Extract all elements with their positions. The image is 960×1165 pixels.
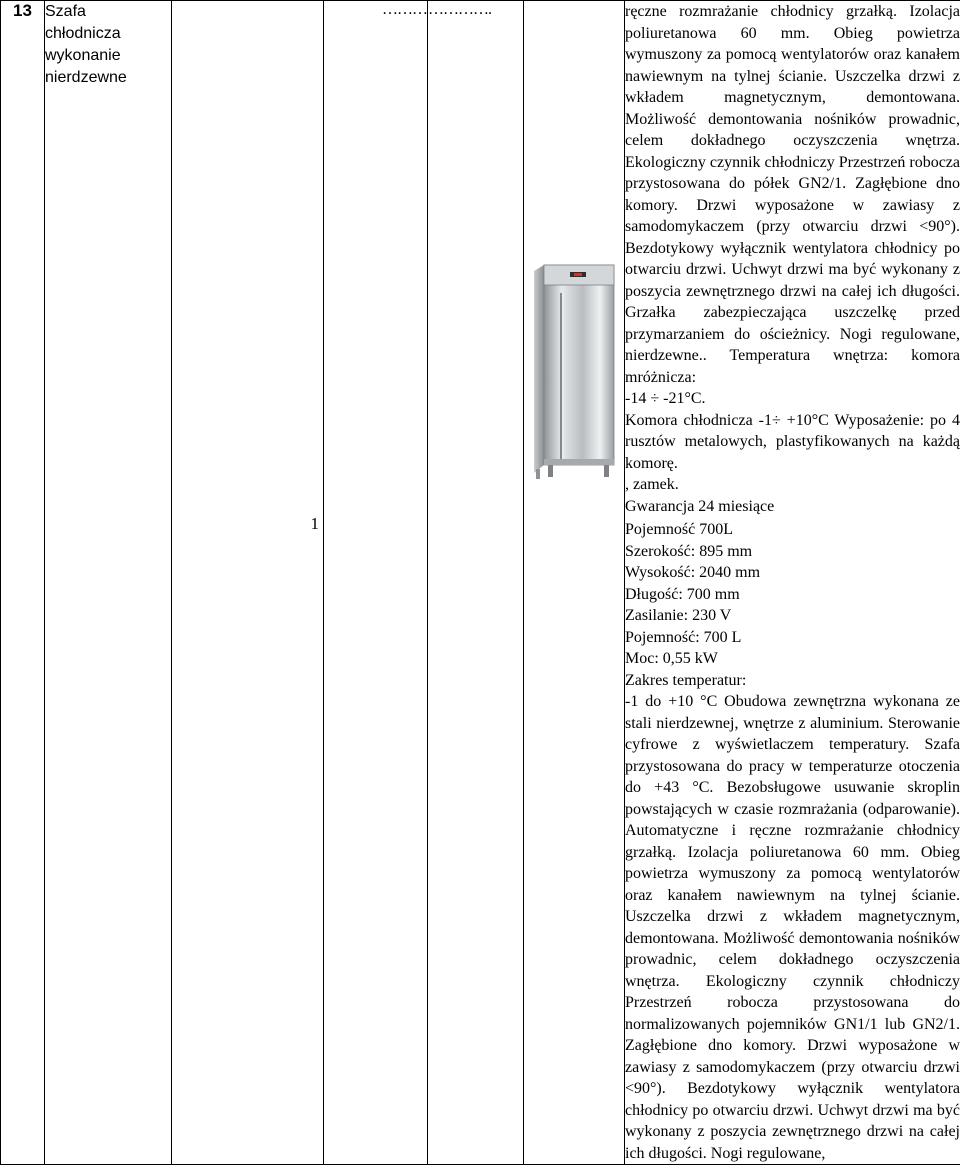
description-text: ręczne rozmrażanie chłodnicy grzałką. Izolacja poliuretanowa 60 mm. Obieg powietrza wymuszony za pomocą wentylatorów oraz kanałem nawiewnym na tylnej ścianie. Uszczelka drzwi z wkładem magnetycznym, demontowana. Możliwość demontowania nośników prowadnic, celem dokładnego oczyszczenia wnętrza. Ekologiczny czynnik chłodniczy Przestrzeń robocza przystosowana do półek GN2/1. Zagłębione dno komory. Drzwi wyposażone w zawiasy z samodomykaczem (przy otwarciu drzwi <90°). Bezdotykowy wyłącznik wentylatora chłodnicy po otwarciu drzwi. Uchwyt drzwi ma być wykonany z poszycia zewnętrznego drzwi na całej ich długości. Grzałka zabezpieczająca uszczelkę przed przymarzaniem do ościeżnicy. Nogi regulowane, nierdzewne.. Temperatura wnętrza: komora mróżnicza: bbox=[625, 1, 960, 388]
refrigerator-image bbox=[530, 263, 618, 483]
item-name-line: nierdzewne bbox=[45, 67, 171, 89]
quantity-value: 1 bbox=[172, 514, 323, 534]
spec-line: Pojemność: 700 L bbox=[625, 627, 960, 649]
spec-line: Szerokość: 895 mm bbox=[625, 541, 960, 563]
row-number: 13 bbox=[1, 1, 45, 1165]
lock-note: , zamek. bbox=[625, 474, 960, 496]
spec-line: Moc: 0,55 kW bbox=[625, 648, 960, 670]
spec-line: Długość: 700 mm bbox=[625, 584, 960, 606]
description-text: -1 do +10 °C Obudowa zewnętrzna wykonana ze stali nierdzewnej, wnętrze z aluminium. Sterowanie cyfrowe z wyświetlaczem temperatury. Szafa przystosowana do pracy w temperaturze otoczenia do +43 °C. Bezobsługowe usuwanie skroplin powstających w czasie rozmrażania (odparowanie). Automatyczne i ręczne rozmrażanie chłodnicy grzałką. Izolacja poliuretanowa 60 mm. Obieg powietrza wymuszony za pomocą wentylatorów oraz kanałem nawiewnym na tylnej ścianie. Uszczelka drzwi z wkładem magnetycznym, demontowana. Możliwość demontowania nośników prowadnic, celem dokładnego oczyszczenia wnętrza. Ekologiczny czynnik chłodniczy Przestrzeń robocza przystosowana do normalizowanych pojemników GN1/1 lub GN2/1. Zagłębione dno komory. Drzwi wyposażone w zawiasy z samodomykaczem (przy otwarciu drzwi <90°). Bezdotykowy wyłącznik wentylatora chłodnicy po otwarciu drzwi. Uchwyt drzwi ma być wykonany z poszycia zewnętrznego drzwi na całej ich długości. Nogi regulowane, bbox=[625, 691, 960, 1164]
price-cell: …………. bbox=[428, 1, 524, 1165]
chamber-equipment: Komora chłodnicza -1÷ +10°C Wyposażenie: po 4 rusztów metalowych, plastyfikowanych na każdą komorę. bbox=[625, 410, 960, 475]
description-cell bbox=[625, 1, 960, 1165]
spec-line: Zakres temperatur: bbox=[625, 670, 960, 692]
item-name-line: Szafa bbox=[45, 1, 171, 23]
product-photo-cell bbox=[524, 1, 625, 1165]
warranty: Gwarancja 24 miesiące bbox=[625, 496, 960, 518]
spec-list bbox=[625, 519, 960, 691]
spec-line: Zasilanie: 230 V bbox=[625, 605, 960, 627]
table-row bbox=[1, 1, 960, 1165]
quantity-cell bbox=[172, 1, 324, 1165]
temperature-freezer: -14 ÷ -21°C. bbox=[625, 388, 960, 410]
model-cell: ……… bbox=[324, 1, 428, 1165]
item-name-line: wykonanie bbox=[45, 45, 171, 67]
item-name bbox=[45, 1, 172, 1165]
spec-line: Pojemność 700L bbox=[625, 519, 960, 541]
spec-line: Wysokość: 2040 mm bbox=[625, 562, 960, 584]
item-name-line: chłodnicza bbox=[45, 23, 171, 45]
